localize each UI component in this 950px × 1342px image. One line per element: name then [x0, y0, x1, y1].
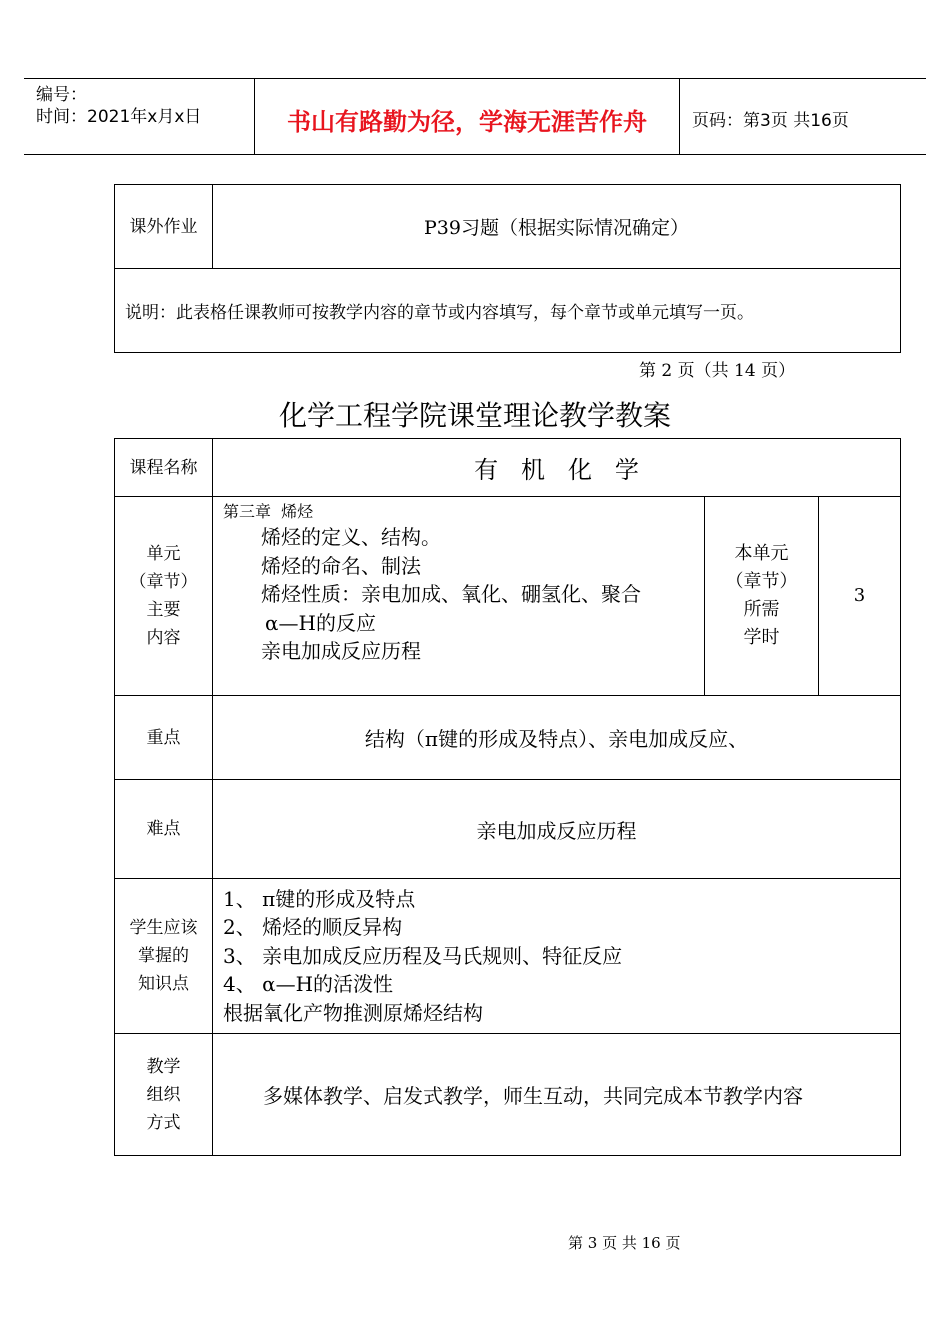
unit-label-line: 单元: [146, 544, 181, 564]
hours-label-line: 学时: [743, 627, 780, 648]
knowledge-item: 根据氧化产物推测原烯烃结构: [223, 1000, 483, 1025]
header-divider-right: [679, 78, 680, 155]
teaching-method-value: 多媒体教学、启发式教学，师生互动，共同完成本节教学内容: [213, 1034, 901, 1156]
header-time-label: 时间：2021年x月x日: [36, 107, 202, 127]
unit-content-line: 烯烃性质：亲电加成、氧化、硼氢化、聚合: [261, 582, 641, 606]
knowledge-label-line: 学生应该: [129, 918, 198, 938]
key-points-row: [115, 696, 901, 780]
teaching-label-line: 教学: [146, 1056, 181, 1077]
unit-content: [213, 497, 705, 696]
knowledge-label: [115, 879, 213, 1034]
knowledge-label-line: 知识点: [138, 974, 189, 994]
unit-label: [115, 497, 213, 696]
key-points-label: 重点: [115, 696, 213, 780]
unit-label-line: 内容: [146, 628, 181, 648]
knowledge-row: [115, 879, 901, 1034]
unit-content-line: 亲电加成反应历程: [261, 639, 421, 663]
knowledge-item: 2、 烯烃的顺反异构: [223, 915, 403, 940]
difficulties-value: 亲电加成反应历程: [213, 780, 901, 879]
lesson-plan-table: [114, 438, 901, 1156]
knowledge-item: 4、 α—H的活泼性: [223, 972, 394, 997]
unit-row: [115, 497, 901, 696]
homework-value: P39习题（根据实际情况确定）: [213, 185, 901, 269]
teaching-method-row: [115, 1034, 901, 1156]
difficulties-label: 难点: [115, 780, 213, 879]
header-number-label: 编号：: [36, 85, 87, 105]
prev-page-table: [114, 184, 901, 353]
teaching-method-label: [115, 1034, 213, 1156]
hours-label-line: 本单元: [734, 543, 789, 564]
difficulties-row: [115, 780, 901, 879]
unit-hours-value: 3: [819, 497, 901, 696]
knowledge-list: [213, 879, 901, 1034]
knowledge-item: 3、 亲电加成反应历程及马氏规则、特征反应: [223, 943, 623, 968]
unit-label-line: 主要: [146, 600, 181, 620]
table-note: 说明：此表格任课教师可按教学内容的章节或内容填写，每个章节或单元填写一页。: [115, 269, 901, 353]
course-name-label: 课程名称: [115, 439, 213, 497]
unit-content-line: α—H的反应: [265, 610, 376, 635]
unit-content-line: 烯烃的命名、制法: [261, 553, 421, 578]
hours-label-line: （章节）: [725, 571, 798, 592]
prev-page-number: 第 2 页（共 14 页）: [639, 361, 796, 381]
course-name-value: 有 机 化 学: [213, 439, 901, 497]
unit-label-line: （章节）: [129, 572, 198, 592]
doc-title: 化学工程学院课堂理论教学教案: [278, 399, 671, 432]
teaching-label-line: 方式: [146, 1112, 181, 1133]
hours-label-line: 所需: [743, 599, 780, 620]
header-top-line: [24, 78, 926, 79]
key-points-value: 结构（π键的形成及特点）、亲电加成反应、: [213, 696, 901, 780]
knowledge-label-line: 掌握的: [138, 946, 189, 966]
course-row: [115, 439, 901, 497]
homework-label: 课外作业: [115, 185, 213, 269]
unit-content-line: 烯烃的定义、结构。: [261, 525, 441, 549]
unit-hours-label: [705, 497, 819, 696]
header-page-label: 页码：第3页 共16页: [692, 111, 849, 131]
teaching-label-line: 组织: [146, 1084, 181, 1105]
header-bottom-line: [24, 154, 926, 155]
knowledge-item: 1、 π键的形成及特点: [223, 886, 416, 911]
footer-page-number: 第 3 页 共 16 页: [568, 1234, 681, 1252]
unit-chapter: 第三章 烯烃: [223, 502, 314, 521]
header-motto: 书山有路勤为径，学海无涯苦作舟: [287, 107, 647, 136]
